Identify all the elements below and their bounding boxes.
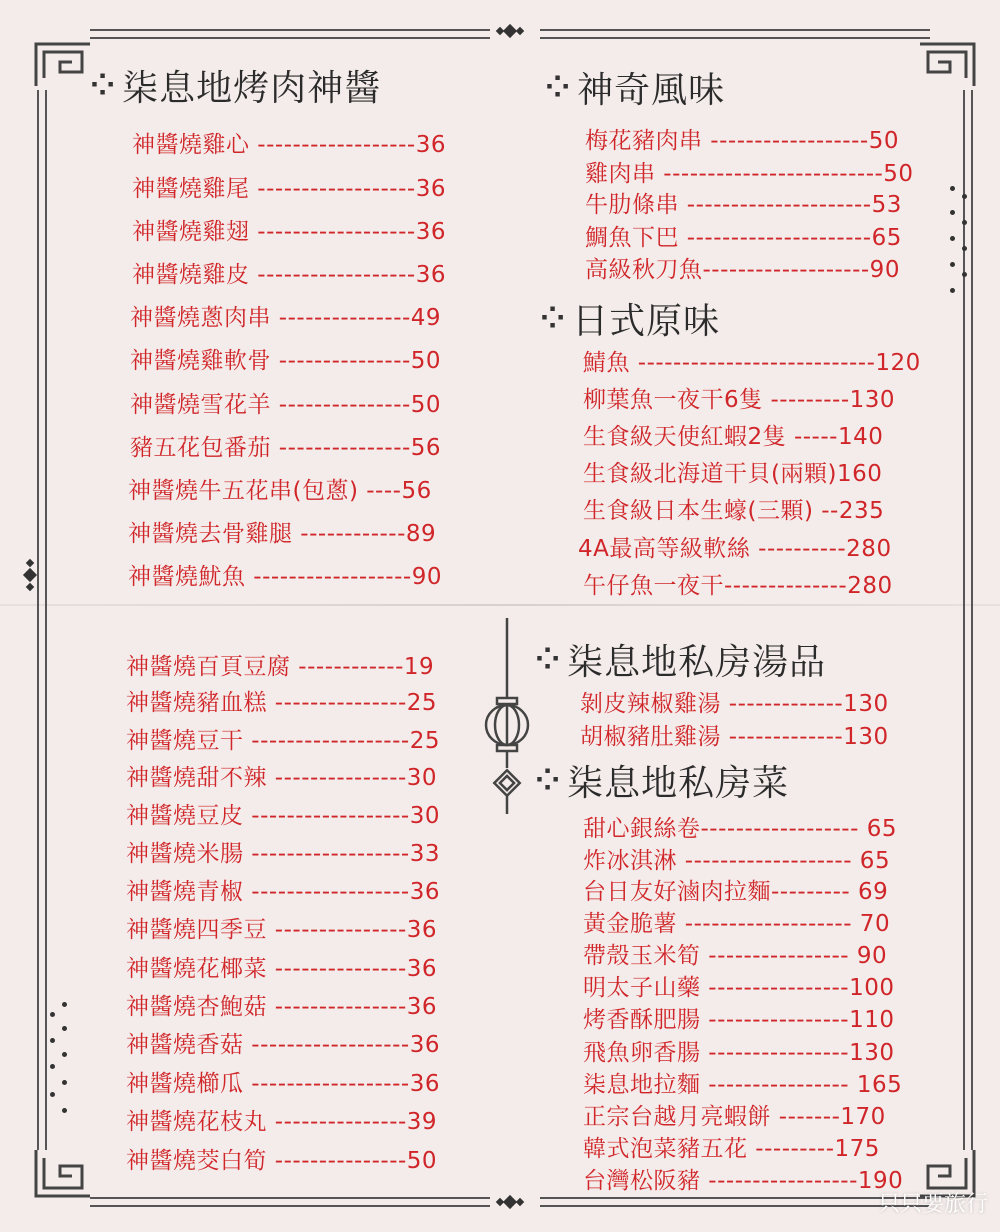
menu-item: 牛肋條串 ---------------------53 [585, 192, 902, 218]
menu-item: 神醬燒雞心 ------------------36 [132, 132, 446, 158]
menu-item: 神醬燒豆皮 ------------------30 [126, 803, 440, 829]
lantern-icon [482, 618, 532, 818]
corner-ornament-top-left [36, 44, 90, 86]
diamond-ornament-bottom [496, 1195, 524, 1209]
menu-item: 高級秋刀魚-------------------90 [585, 257, 900, 283]
menu-item: 鯖魚 ---------------------------120 [583, 350, 921, 376]
menu-item: 柒息地拉麵 ---------------- 165 [583, 1072, 903, 1098]
menu-item: 午仔魚一夜干--------------280 [583, 573, 893, 599]
burst-icon: ⁘ [535, 763, 562, 798]
menu-item: 神醬燒去骨雞腿 ------------89 [128, 521, 437, 547]
menu-item: 豬五花包番茄 ---------------56 [130, 435, 442, 461]
menu-item: 飛魚卵香腸 ----------------130 [583, 1040, 895, 1066]
corner-ornament-bottom-left [36, 1150, 90, 1196]
menu-item: 神醬燒百頁豆腐 ------------19 [126, 654, 435, 680]
burst-icon: ⁘ [540, 301, 567, 336]
menu-item: 神醬燒花枝丸 ---------------39 [126, 1109, 438, 1135]
menu-item: 台日友好滷肉拉麵--------- 69 [583, 879, 889, 905]
menu-item: 4A最高等級軟絲 ----------280 [578, 536, 892, 562]
menu-item: 神醬燒雞翅 ------------------36 [132, 219, 446, 245]
section-title-japanese: ⁘ 日式原味 [540, 301, 721, 342]
menu-item: 神醬燒豆干 ------------------25 [126, 728, 440, 754]
menu-item: 神醬燒牛五花串(包蔥) ----56 [128, 478, 432, 504]
menu-item: 鯛魚下巴 ---------------------65 [585, 225, 902, 251]
menu-item: 梅花豬肉串 ------------------50 [585, 128, 899, 154]
menu-item: 神醬燒豬血糕 ---------------25 [126, 690, 438, 716]
menu-item: 神醬燒杏鮑菇 ---------------36 [126, 994, 438, 1020]
menu-item: 帶殼玉米筍 ---------------- 90 [583, 943, 888, 969]
menu-item: 神醬燒櫛瓜 ------------------36 [126, 1071, 440, 1097]
menu-item: 雞肉串 -------------------------50 [585, 161, 914, 187]
menu-item: 炸冰淇淋 ------------------- 65 [583, 848, 891, 874]
section-title-sauce: ⁘ 柒息地烤肉神醬 [90, 68, 382, 109]
section-title-magic: ⁘ 神奇風味 [545, 70, 726, 111]
menu-item: 神醬燒香菇 ------------------36 [126, 1032, 440, 1058]
menu-item: 烤香酥肥腸 ----------------110 [583, 1007, 895, 1033]
menu-item: 神醬燒米腸 ------------------33 [126, 841, 440, 867]
menu-item: 神醬燒魷魚 ------------------90 [128, 564, 442, 590]
burst-icon: ⁘ [90, 68, 117, 103]
corner-ornament-top-right [920, 44, 974, 86]
menu-item: 柳葉魚一夜干6隻 ---------130 [583, 387, 896, 413]
menu-item: 神醬燒甜不辣 ---------------30 [126, 765, 438, 791]
chinese-knot-icon [494, 770, 519, 814]
diamond-ornament-left [23, 559, 37, 591]
menu-item: 神醬燒雞尾 ------------------36 [132, 176, 446, 202]
menu-item: 神醬燒四季豆 ---------------36 [126, 917, 438, 943]
menu-item: 黃金脆薯 ------------------- 70 [583, 911, 891, 937]
menu-item: 胡椒豬肚雞湯 -------------130 [580, 724, 889, 750]
menu-item: 神醬燒雪花羊 ---------------50 [130, 392, 442, 418]
watermark: 只只要旅行 [877, 1192, 988, 1217]
menu-item: 神醬燒雞軟骨 ---------------50 [130, 348, 442, 374]
menu-item: 生食級北海道干貝(兩顆)160 [583, 461, 883, 487]
menu-item: 韓式泡菜豬五花 ---------175 [583, 1136, 880, 1162]
menu-item: 明太子山藥 ----------------100 [583, 975, 895, 1001]
burst-icon: ⁘ [535, 642, 562, 677]
menu-item: 剝皮辣椒雞湯 -------------130 [580, 691, 889, 717]
section-title-soup: ⁘ 柒息地私房湯品 [535, 642, 827, 683]
diamond-ornament-top [496, 24, 524, 38]
menu-item: 正宗台越月亮蝦餅 -------170 [583, 1104, 886, 1130]
menu-item: 神醬燒蔥肉串 ---------------49 [130, 305, 442, 331]
menu-item: 甜心銀絲卷------------------ 65 [583, 816, 897, 842]
menu-item: 神醬燒花椰菜 ---------------36 [126, 956, 438, 982]
menu-item: 神醬燒青椒 ------------------36 [126, 879, 440, 905]
section-title-private: ⁘ 柒息地私房菜 [535, 763, 790, 804]
menu-item: 生食級天使紅蝦2隻 -----140 [583, 424, 884, 450]
burst-icon: ⁘ [545, 70, 572, 105]
menu-item: 神醬燒雞皮 ------------------36 [132, 262, 446, 288]
menu-item: 神醬燒茭白筍 ---------------50 [126, 1148, 438, 1174]
menu-item: 生食級日本生蠔(三顆) --235 [583, 498, 885, 524]
menu-item: 台灣松阪豬 -----------------190 [583, 1168, 904, 1194]
